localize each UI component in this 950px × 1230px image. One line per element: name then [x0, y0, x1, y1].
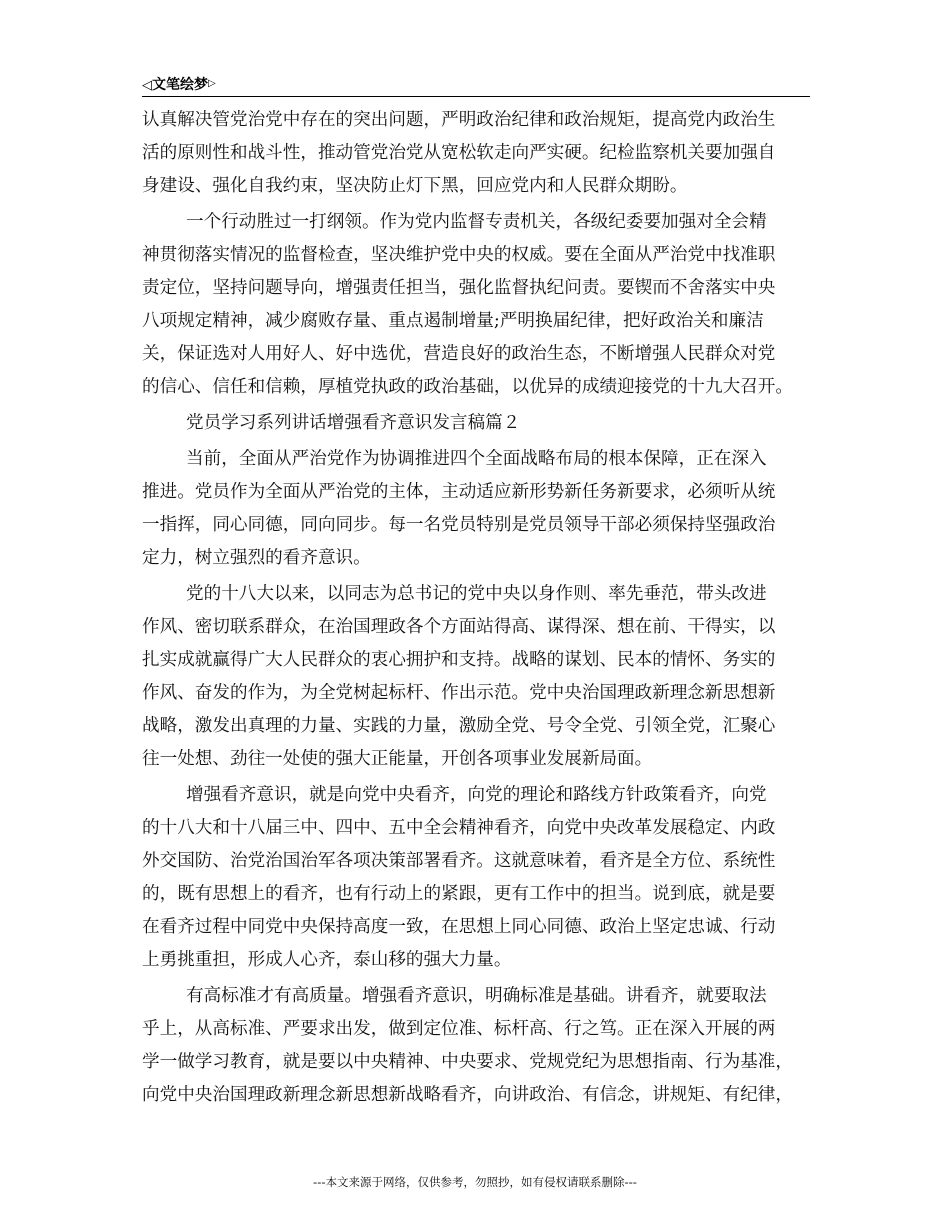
- text-line: 定力，树立强烈的看齐意识。: [142, 548, 371, 568]
- brand-logo: [142, 74, 216, 94]
- right-triangle-icon: ▷: [208, 78, 216, 89]
- text-line: 的，既有思想上的看齐，也有行动上的紧跟，更有工作中的担当。说到底，就是要: [142, 884, 776, 904]
- text-line: 上勇挑重担，形成人心齐，泰山移的强大力量。: [142, 950, 512, 970]
- text-line: 扎实成就赢得广大人民群众的衷心拥护和支持。战略的谋划、民本的情怀、务实的: [142, 650, 776, 670]
- text-line: 一个行动胜过一打纲领。作为党内监督专责机关，各级纪委要加强对全会精: [186, 212, 767, 232]
- text-line: 当前，全面从严治党作为协调推进四个全面战略布局的根本保障，正在深入: [186, 449, 767, 469]
- text-line: 党的十八大以来，以同志为总书记的党中央以身作则、率先垂范，带头改进: [186, 584, 767, 604]
- text-line: 战略，激发出真理的力量、实践的力量，激励全党、号令全党、引领全党，汇聚心: [142, 716, 776, 736]
- text-line: 学一做学习教育，就是要以中央精神、中央要求、党规党纪为思想指南、行为基准，: [142, 1052, 793, 1072]
- page-header: [142, 72, 810, 98]
- header-divider: [142, 96, 810, 97]
- text-line: 八项规定精神，减少腐败存量、重点遏制增量;严明换届纪律，把好政治关和廉洁: [142, 311, 764, 331]
- text-line: 作风、密切联系群众，在治国理政各个方面站得高、谋得深、想在前、干得实，以: [142, 617, 776, 637]
- footer-notice: ---本文来源于网络，仅供参考，勿照抄，如有侵权请联系删除---: [313, 1175, 637, 1189]
- text-line: 外交国防、治党治国治军各项决策部署看齐。这就意味着，看齐是全方位、系统性: [142, 851, 776, 871]
- left-triangle-icon: ◁: [142, 78, 152, 93]
- text-line: 在看齐过程中同党中央保持高度一致，在思想上同心同德、政治上坚定忠诚、行动: [142, 917, 776, 937]
- text-line: 的十八大和十八届三中、四中、五中全会精神看齐，向党中央改革发展稳定、内政: [142, 818, 776, 838]
- text-line: 神贯彻落实情况的监督检查，坚决维护党中央的权威。要在全面从严治党中找准职: [142, 245, 776, 265]
- text-line: 关，保证选对人用好人、好中选优，营造良好的政治生态，不断增强人民群众对党: [142, 344, 776, 364]
- text-line: 推进。党员作为全面从严治党的主体，主动适应新形势新任务新要求，必须听从统: [142, 482, 776, 502]
- text-line: 一指挥，同心同德，同向同步。每一名党员特别是党员领导干部必须保持坚强政治: [142, 515, 776, 535]
- text-line: 乎上，从高标准、严要求出发，做到定位准、标杆高、行之笃。正在深入开展的两: [142, 1019, 776, 1039]
- text-line: 活的原则性和战斗性，推动管党治党从宽松软走向严实硬。纪检监察机关要加强自: [142, 143, 776, 163]
- text-line: 作风、奋发的作为，为全党树起标杆、作出示范。党中央治国理政新理念新思想新: [142, 683, 776, 703]
- text-line: 增强看齐意识，就是向党中央看齐，向党的理论和路线方针政策看齐，向党: [186, 785, 767, 805]
- section-title: 党员学习系列讲话增强看齐意识发言稿篇２: [186, 413, 521, 433]
- text-line: 责定位，坚持问题导向，增强责任担当，强化监督执纪问责。要锲而不舍落实中央: [142, 278, 776, 298]
- text-line: 有高标准才有高质量。增强看齐意识，明确标准是基础。讲看齐，就要取法: [186, 986, 767, 1006]
- brand-name: 文笔绘梦: [152, 77, 208, 93]
- text-line: 的信心、信任和信赖，厚植党执政的政治基础，以优异的成绩迎接党的十九大召开。: [142, 377, 793, 397]
- text-line: 往一处想、劲往一处使的强大正能量，开创各项事业发展新局面。: [142, 749, 653, 769]
- text-line: 认真解决管党治党中存在的突出问题，严明政治纪律和政治规矩，提高党内政治生: [142, 110, 776, 130]
- text-line: 向党中央治国理政新理念新思想新战略看齐，向讲政治、有信念，讲规矩、有纪律，: [142, 1085, 793, 1105]
- text-line: 身建设、强化自我约束，坚决防止灯下黑，回应党内和人民群众期盼。: [142, 176, 688, 196]
